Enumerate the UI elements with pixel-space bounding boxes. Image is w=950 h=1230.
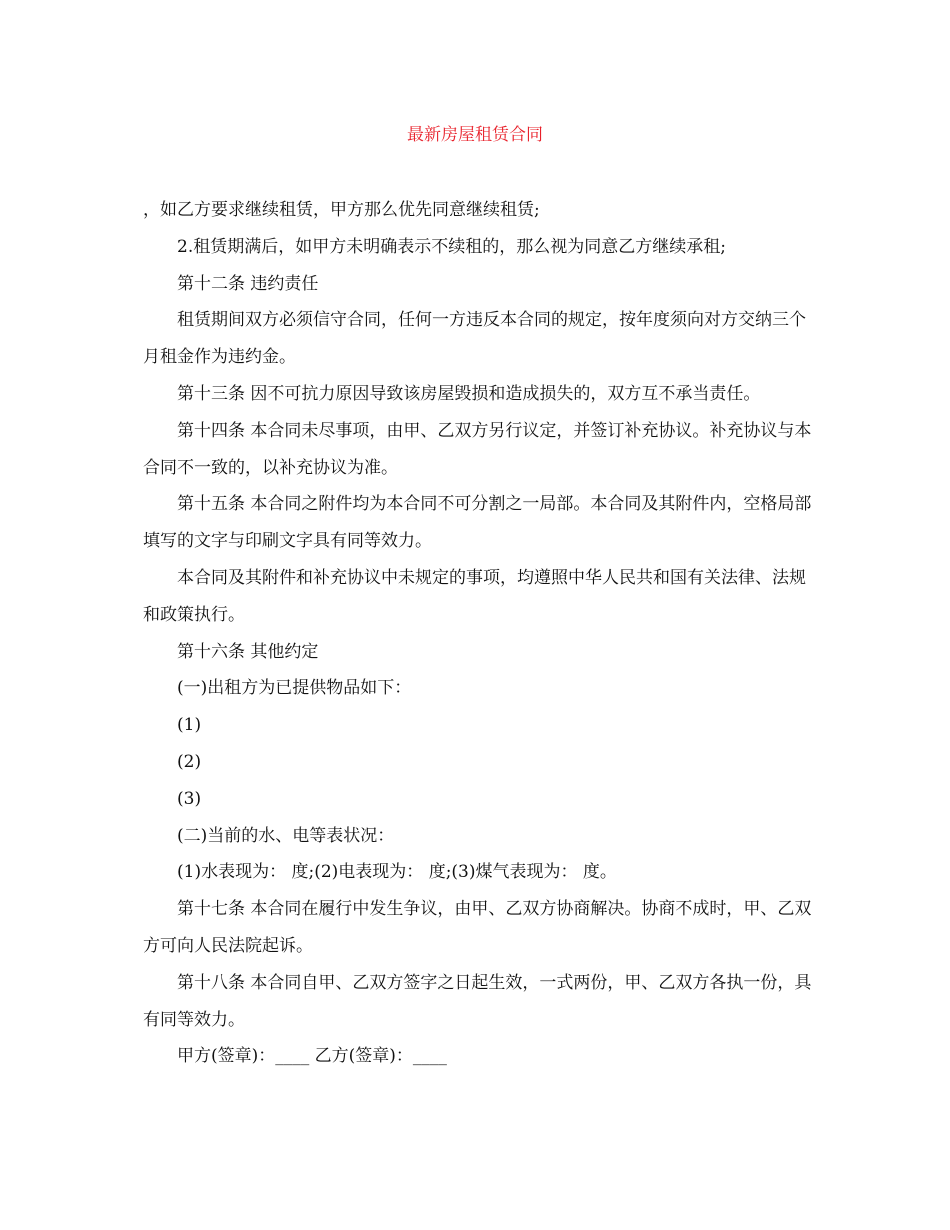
list-item-3: (3) <box>177 788 202 809</box>
paragraph-renewal-clause: 2.租赁期满后，如甲方未明确表示不续租的，那么视为同意乙方继续承租; <box>177 236 726 257</box>
paragraph-article-15: 第十五条 本合同之附件均为本合同不可分割之一局部。本合同及其附件内，空格局部填写的文字与印刷文字具有同等效力。 <box>143 494 812 552</box>
heading-article-12: 第十二条 违约责任 <box>177 273 319 294</box>
document-title: 最新房屋租赁合同 <box>407 125 543 145</box>
paragraph-meter-status: (二)当前的水、电等表状况： <box>177 825 395 846</box>
paragraph-provided-items: (一)出租方为已提供物品如下： <box>177 678 412 699</box>
paragraph-applicable-law: 本合同及其附件和补充协议中未规定的事项，均遵照中华人民共和国有关法律、法规和政策执行。 <box>143 567 806 625</box>
list-item-1: (1) <box>177 715 202 736</box>
paragraph-article-17: 第十七条 本合同在履行中发生争议，由甲、乙双方协商解决。协商不成时，甲、乙双方可向人民法院起诉。 <box>143 899 812 956</box>
paragraph-article-14: 第十四条 本合同未尽事项，由甲、乙双方另行议定，并签订补充协议。补充协议与本合同不一致的，以补充协议为准。 <box>143 420 812 478</box>
paragraph-continuation: ，如乙方要求继续租赁，甲方那么优先同意继续租赁; <box>143 200 540 220</box>
paragraph-meter-readings: (1)水表现为： 度;(2)电表现为： 度;(3)煤气表现为： 度。 <box>177 862 617 883</box>
paragraph-breach: 租赁期间双方必须信守合同，任何一方违反本合同的规定，按年度须向对方交纳三个月租金作为违约金。 <box>143 310 806 368</box>
paragraph-article-18: 第十八条 本合同自甲、乙双方签字之日起生效，一式两份，甲、乙双方各执一份，具有同等效力。 <box>143 972 812 1030</box>
heading-article-16: 第十六条 其他约定 <box>177 641 319 662</box>
signature-line: 甲方(签章)：____ 乙方(签章)：____ <box>177 1046 447 1067</box>
document-body <box>143 192 815 1075</box>
list-item-2: (2) <box>177 751 202 772</box>
paragraph-article-13: 第十三条 因不可抗力原因导致该房屋毁损和造成损失的，双方互不承当责任。 <box>177 383 761 404</box>
